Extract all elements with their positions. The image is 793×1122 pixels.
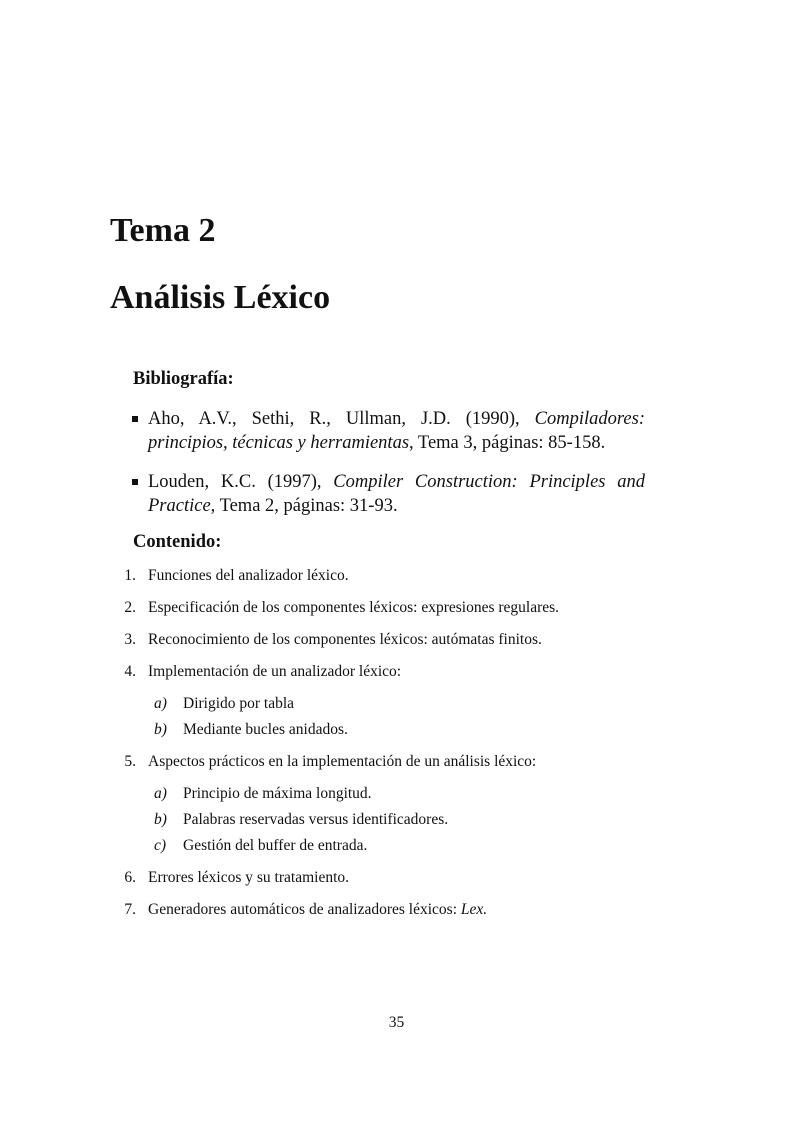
square-bullet-icon: [132, 416, 138, 422]
contents-subitem: [148, 836, 676, 856]
contents-sublist: [148, 784, 676, 856]
contents-item: [116, 566, 676, 586]
contents-item-text: Funciones del analizador léxico.: [148, 567, 349, 584]
contents-item: [116, 662, 676, 740]
bibliography-authors: Louden, K.C. (1997),: [148, 472, 334, 492]
contents-sublist: [148, 694, 676, 740]
contents-item: [116, 900, 676, 920]
bibliography-details: , Tema 3, páginas: 85-158.: [409, 433, 606, 453]
contents-subitem: [148, 784, 676, 804]
bibliography-item: [130, 407, 645, 455]
contents-item-number: 3.: [124, 631, 136, 648]
contents-subitem-text: Mediante bucles anidados.: [183, 721, 348, 738]
contents-item: [116, 752, 676, 856]
bibliography-authors: Aho, A.V., Sethi, R., Ullman, J.D. (1990),: [148, 409, 535, 429]
contents-subitem-text: Principio de máxima longitud.: [183, 785, 372, 802]
bibliography-list: [130, 407, 645, 533]
contents-subitem-letter: a): [154, 695, 167, 712]
chapter-number: Tema 2: [110, 212, 216, 249]
contents-subitem: [148, 810, 676, 830]
bibliography-details: , Tema 2, páginas: 31-93.: [210, 496, 398, 516]
bibliography-item: [130, 470, 645, 518]
bibliography-title: Compiladores: principios, técnicas y herramientas: [148, 409, 645, 453]
contents-item-number: 5.: [124, 753, 136, 770]
square-bullet-icon: [132, 479, 138, 485]
bibliography-title: Compiler Construction: Principles and Practice: [148, 472, 645, 516]
contents-item-text: Reconocimiento de los componentes léxicos: autómatas finitos.: [148, 631, 542, 648]
contents-item-italic-text: Lex.: [460, 901, 488, 918]
contents-item-text: Implementación de un analizador léxico:: [148, 663, 402, 680]
contents-subitem-letter: c): [154, 837, 167, 854]
contents-list: [116, 566, 676, 932]
contents-item: [116, 630, 676, 650]
bibliography-heading: Bibliografía:: [133, 369, 234, 389]
contents-subitem-letter: a): [154, 785, 167, 802]
contents-subitem-letter: b): [154, 811, 167, 828]
contents-subitem: [148, 720, 676, 740]
contents-subitem: [148, 694, 676, 714]
contents-item-text: Especificación de los componentes léxicos: expresiones regulares.: [148, 599, 560, 616]
contents-subitem-text: Gestión del buffer de entrada.: [183, 837, 368, 854]
contents-item-number: 1.: [124, 567, 136, 584]
contents-item-text: Errores léxicos y su tratamiento.: [148, 869, 350, 886]
contents-subitem-text: Palabras reservadas versus identificadores.: [183, 811, 449, 828]
contents-item: [116, 598, 676, 618]
contents-item-number: 6.: [124, 869, 136, 886]
contents-heading: Contenido:: [133, 532, 222, 552]
contents-item-number: 2.: [124, 599, 136, 616]
page-number: 35: [388, 1014, 405, 1031]
contents-item-text: Aspectos prácticos en la implementación de un análisis léxico:: [148, 753, 537, 770]
contents-item: [116, 868, 676, 888]
contents-subitem-text: Dirigido por tabla: [183, 695, 295, 712]
contents-item-text: Generadores automáticos de analizadores léxicos:: [148, 901, 461, 918]
chapter-title: Análisis Léxico: [110, 279, 331, 316]
contents-subitem-letter: b): [154, 721, 167, 738]
contents-item-number: 4.: [124, 663, 136, 680]
contents-item-number: 7.: [124, 901, 136, 918]
